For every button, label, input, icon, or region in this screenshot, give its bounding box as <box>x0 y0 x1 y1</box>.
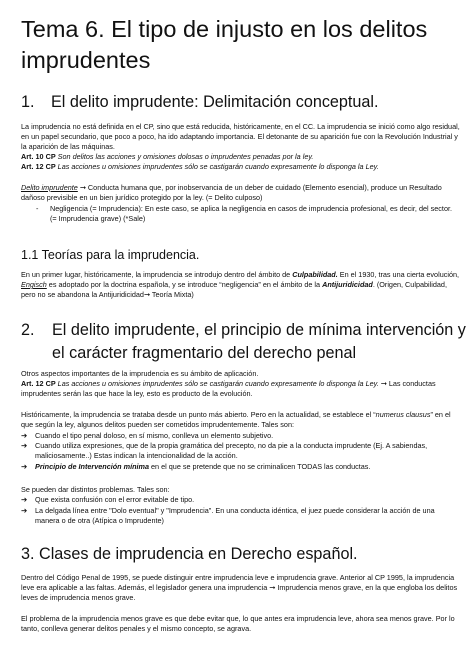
section-number: 1. <box>21 93 35 111</box>
art-12-text: Las acciones u omisiones imprudentes sólo se castigarán cuando expresamente lo disponga la Ley. <box>57 162 379 171</box>
section-3-paragraph-1: Dentro del Código Penal de 1995, se puede distinguir entre imprudencia leve e imprudencia grave. Anterior al CP 1995, la imprudencia leve era aplicable a las faltas. Además, el legislador genera una imprudencia ➞ Imprudencia menos grave, en la que engloba los delitos leves de imprudencia menos grave. <box>21 573 458 602</box>
art-10-text: Son delitos las acciones y omisiones dolosas o imprudentes penadas por la ley. <box>57 152 314 161</box>
list-item-text <box>35 462 461 472</box>
numerus-clausus-term: numerus clausus <box>375 410 431 419</box>
culpabilidad-term: Culpabilidad. <box>292 270 338 279</box>
text-run: En un primer lugar, históricamente, la imprudencia se introdujo dentro del ámbito de <box>21 270 293 279</box>
text-run: . (Origen, Culpabilidad, pero no se abandona la Antijuridicidad➞ Teoría Mixta) <box>21 280 447 299</box>
section-number: 2. <box>21 321 35 339</box>
section-title: El delito imprudente: Delimitación conceptual. <box>51 93 379 111</box>
list-item-text: Cuando utiliza expresiones, que de la propia gramática del precepto, no da pie a la conducta imprudente (Ej. A sabiendas, maliciosamente..) Estas indican la intencionalidad de la acción. <box>35 441 428 460</box>
bullet-text: Negligencia (= Imprudencia): En este caso, se aplica la negligencia en casos de imprudencia profesional, es decir, del sector. (= Imprudencia grave) (*Sale) <box>50 204 452 223</box>
arrow-bullet-icon: ➔ <box>21 506 28 515</box>
text-run: ” en el que según la ley, algunos delitos pueden ser cometidos imprudentemente. Tales son: <box>21 410 451 429</box>
dash-bullet: - <box>36 204 39 213</box>
section-2-art-12 <box>21 379 461 399</box>
art-10-label: Art. 10 CP <box>21 152 56 161</box>
section-3-heading: 3. Clases de imprudencia en Derecho español. <box>21 545 358 563</box>
section-title: El delito imprudente, el principio de mínima intervención y el carácter fragmentario del derecho penal <box>52 321 466 362</box>
list-item-text: Cuando el tipo penal doloso, en sí mismo, conlleva un elemento subjetivo. <box>35 431 274 440</box>
problem-text: Que exista confusión con el error evitable de tipo. <box>35 495 195 504</box>
definition-text: ➞ Conducta humana que, por inobservancia de un deber de cuidado (Elemento esencial), produce un Resultado dañoso previsible en un bien jurídico protegido por la ley. (= Delito culposo) <box>21 183 442 202</box>
art-12-label: Art. 12 CP <box>21 162 56 171</box>
document-title: Tema 6. El tipo de injusto en los delitos imprudentes <box>21 16 428 73</box>
art-12-line <box>21 162 461 172</box>
definition-term: Delito imprudente <box>21 183 78 192</box>
section-2-paragraph-3: Se pueden dar distintos problemas. Tales son: <box>21 485 170 494</box>
subsection-1-1-paragraph <box>21 270 461 300</box>
engisch-term: Engisch <box>21 280 47 289</box>
art-12-text: Las acciones u omisiones imprudentes sólo se castigarán cuando expresamente lo disponga la Ley. <box>57 379 379 388</box>
arrow-bullet-icon: ➔ <box>21 495 28 504</box>
problem-text: La delgada línea entre "Dolo eventual" y "Imprudencia". En una conducta idéntica, el juez puede considerar la acción de una manera o de otra (Atípica o Imprudente) <box>35 506 435 525</box>
antijuridicidad-term: Antijuridicidad <box>322 280 373 289</box>
text-run: Históricamente, la imprudencia se trataba desde un punto más abierto. Pero en la actualidad, se establece el “ <box>21 410 376 419</box>
subsection-1-1-heading: 1.1 Teorías para la imprudencia. <box>21 248 200 262</box>
text-run: en el que se pretende que no se criminalicen TODAS las conductas. <box>149 462 371 471</box>
section-1-heading <box>21 91 461 114</box>
text-run: En el 1930, tras una cierta evolución, <box>337 270 460 279</box>
arrow-bullet-icon: ➔ <box>21 462 28 471</box>
section-3-paragraph-2: El problema de la imprudencia menos grave es que debe evitar que, lo que antes era imprudencia leve, ahora sea menos grave. Por lo tanto, conlleva generar delitos penales y el mismo concepto, se agrava. <box>21 614 455 633</box>
arrow-bullet-icon: ➔ <box>21 431 28 440</box>
principio-term: Principio de Intervención mínima <box>35 462 150 471</box>
section-2-paragraph-2 <box>21 410 461 430</box>
section-1-paragraph-1: La imprudencia no está definida en el CP, sino que está reducida, históricamente, en el CC. La imprudencia se inició como algo residual, en un papel secundario, que poco a poco, ha ido adaptando importancia. El detonante de su aparición fue con la Revolución Industrial y la aparición de las máquinas. <box>21 122 460 151</box>
section-2-heading <box>21 319 466 362</box>
art-12-label: Art. 12 CP <box>21 379 56 388</box>
art-10-line <box>21 152 461 162</box>
arrow-bullet-icon: ➔ <box>21 441 28 450</box>
art-12-after: ➞ Las conductas imprudentes serán las que hace la ley, esto es producto de la evolución. <box>21 379 436 398</box>
section-2-paragraph-1: Otros aspectos importantes de la imprudencia es su ámbito de aplicación. <box>21 369 259 378</box>
definition-paragraph <box>21 183 461 203</box>
text-run: es adoptado por la doctrina española, y se introduce “negligencia” en el ámbito de la <box>46 280 323 289</box>
